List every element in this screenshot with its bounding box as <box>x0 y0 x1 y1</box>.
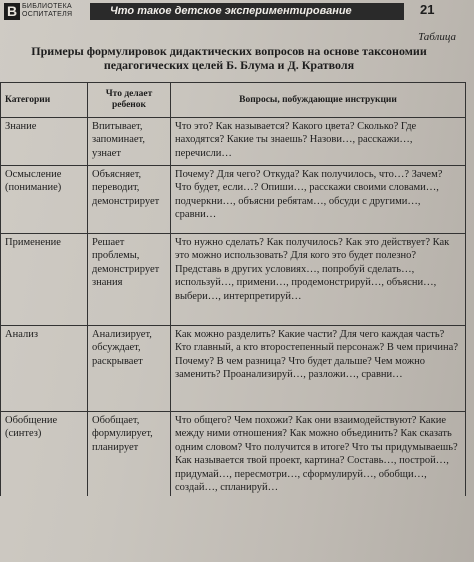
questions-cell: Что общего? Чем похожи? Как они взаимодействуют? Какие между ними отношения? Как можно объединить? Как сказать одним словом? Что получится в итоге? Что ты придумываешь? Как называется твой проект, картина? Составь…, построй…, придумай…, пересмотри…, сформулируй…, обобщи…, создай…, спланируй… <box>171 412 466 497</box>
table-row <box>1 166 466 234</box>
series-title: БИБЛИОТЕКА ОСПИТАТЕЛЯ <box>22 3 73 18</box>
action-cell: Анализирует, обсуждает, раскрывает <box>88 326 171 412</box>
questions-cell: Как можно разделить? Какие части? Для чего каждая часть? Кто главный, а кто второстепенный персонаж? В чем причина? Почему? В чем разница? Что будет дальше? Чем можно заменить? Проанализируй…, разложи…, сравни… <box>171 326 466 412</box>
header-categories: Категории <box>1 83 88 118</box>
action-cell: Объясняет, переводит, демонстрирует <box>88 166 171 234</box>
questions-cell: Что нужно сделать? Как получилось? Как это действует? Как это можно использовать? Для кого это будет полезно? Представь в других условиях…, попробуй сделать…, используй…, примени…, продемонстрируй…, объясни…, выбери…, интерпретируй… <box>171 234 466 326</box>
table-row <box>1 234 466 326</box>
page-header <box>0 0 474 24</box>
taxonomy-table <box>0 82 466 496</box>
category-cell: Осмысление (понимание) <box>1 166 88 234</box>
category-cell: Анализ <box>1 326 88 412</box>
page-number: 21 <box>420 2 435 17</box>
table-row <box>1 326 466 412</box>
table-label: Таблица <box>418 31 456 43</box>
header-child-action: Что делает ребенок <box>88 83 171 118</box>
table-header-row <box>1 83 466 118</box>
series-logo: B <box>4 3 20 20</box>
table-title: Примеры формулировок дидактических вопросов на основе таксономии педагогических целей Б. Блума и Д. Кратволя <box>31 44 427 72</box>
action-cell: Обобщает, формулирует, планирует <box>88 412 171 497</box>
category-cell: Применение <box>1 234 88 326</box>
questions-cell: Почему? Для чего? Откуда? Как получилось, что…? Зачем? Что будет, если…? Опиши…, расскажи своими словами…, подчеркни…, объясни ребятам…, обсуди с другими…, сравни… <box>171 166 466 234</box>
questions-cell: Что это? Как называется? Какого цвета? Сколько? Где находятся? Какие ты знаешь? Назови…, расскажи…, перечисли… <box>171 118 466 166</box>
category-cell: Обобщение (синтез) <box>1 412 88 497</box>
chapter-banner: Что такое детское экспериментирование <box>90 3 404 20</box>
table-row <box>1 118 466 166</box>
action-cell: Впитывает, запоминает, узнает <box>88 118 171 166</box>
table-row <box>1 412 466 497</box>
action-cell: Решает проблемы, демонстрирует знания <box>88 234 171 326</box>
header-questions: Вопросы, побуждающие инструкции <box>171 83 466 118</box>
category-cell: Знание <box>1 118 88 166</box>
